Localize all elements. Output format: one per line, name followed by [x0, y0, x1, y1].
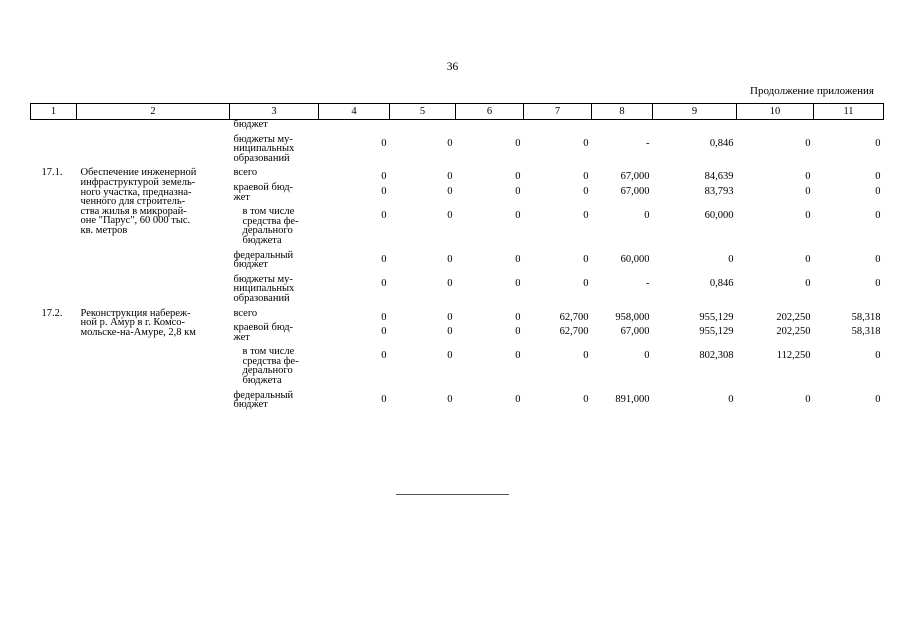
- value-col-6: 0: [515, 171, 521, 183]
- continuation-caption: Продолжение приложения: [750, 85, 874, 97]
- value-col-4: 0: [381, 137, 387, 149]
- value-col-10: 202,250: [776, 311, 811, 323]
- value-col-4: 0: [381, 171, 387, 183]
- value-col-10: 0: [805, 185, 811, 197]
- value-col-6: 0: [515, 185, 521, 197]
- value-col-5: 0: [447, 311, 453, 323]
- value-col-9: 955,129: [699, 311, 734, 323]
- value-col-6: 0: [515, 326, 521, 338]
- end-divider: [396, 494, 509, 495]
- value-col-9: [653, 120, 737, 135]
- value-col-4: 0: [381, 350, 387, 362]
- value-col-10: 0: [805, 277, 811, 289]
- value-col-7: 0: [583, 185, 589, 197]
- table-body: [31, 120, 884, 415]
- value-col-6: 0: [515, 393, 521, 405]
- value-col-10: 0: [805, 393, 811, 405]
- item-name: Обеспечение инженерной инфраструктурой земель- ного участка, предназна- ченного для строитель- ства жилья в микрорай- оне "Парус", 60 000 тыс. кв. метров: [80, 167, 197, 236]
- value-col-7: 0: [583, 253, 589, 265]
- value-col-11: 58,318: [851, 311, 881, 323]
- funding-source: бюджеты му- ниципальных образований: [233, 273, 295, 304]
- value-col-6: 0: [515, 137, 521, 149]
- column-header-5: 5: [390, 104, 456, 120]
- value-col-10: 202,250: [776, 326, 811, 338]
- value-col-9: 83,793: [704, 185, 734, 197]
- value-col-10: 0: [805, 171, 811, 183]
- value-col-6: 0: [515, 311, 521, 323]
- value-col-4: 0: [381, 311, 387, 323]
- table-row: [31, 168, 884, 183]
- value-col-8: 0: [644, 210, 650, 222]
- column-header-9: 9: [653, 104, 737, 120]
- column-header-2: 2: [77, 104, 230, 120]
- funding-source: краевой бюд- жет: [233, 322, 294, 343]
- value-col-5: 0: [447, 277, 453, 289]
- value-col-5: 0: [447, 253, 453, 265]
- value-col-10: 112,250: [776, 350, 811, 362]
- item-number: [31, 120, 77, 135]
- funding-source: федеральный бюджет: [233, 249, 294, 271]
- value-col-10: 0: [805, 210, 811, 222]
- column-header-11: 11: [814, 104, 884, 120]
- table-row: [31, 120, 884, 135]
- column-header-7: 7: [524, 104, 592, 120]
- value-col-7: 0: [583, 210, 589, 222]
- column-header-8: 8: [592, 104, 653, 120]
- item-name: Реконструкция набереж- ной р. Амур в г. Комсо- мольске-на-Амуре, 2,8 км: [80, 307, 196, 338]
- item-number: [31, 135, 77, 169]
- value-col-4: 0: [381, 326, 387, 338]
- funding-source: в том числе средства фе- дерального бюджета: [242, 206, 299, 246]
- value-col-11: 0: [875, 210, 881, 222]
- value-col-5: 0: [447, 210, 453, 222]
- value-col-7: 62,700: [559, 326, 589, 338]
- value-col-8: 891,000: [615, 393, 650, 405]
- value-col-5: 0: [447, 393, 453, 405]
- value-col-7: 0: [583, 137, 589, 149]
- item-name: [77, 135, 230, 169]
- value-col-11: 0: [875, 137, 881, 149]
- value-col-6: 0: [515, 253, 521, 265]
- item-name: [77, 120, 230, 135]
- value-col-6: 0: [515, 350, 521, 362]
- value-col-9: 60,000: [704, 210, 734, 222]
- value-col-7: 0: [583, 277, 589, 289]
- value-col-11: [814, 120, 884, 135]
- value-col-10: 0: [805, 137, 811, 149]
- funding-source: всего: [233, 307, 258, 319]
- funding-source: бюджет: [233, 119, 268, 130]
- item-number: 17.1.: [41, 167, 63, 179]
- value-col-9: 0: [728, 393, 734, 405]
- item-number: 17.2.: [41, 307, 63, 319]
- budget-table: [30, 103, 884, 415]
- funding-source: в том числе средства фе- дерального бюджета: [242, 346, 299, 387]
- value-col-6: 0: [515, 277, 521, 289]
- value-col-11: 58,318: [851, 326, 881, 338]
- column-header-10: 10: [737, 104, 814, 120]
- value-col-8: 67,000: [620, 185, 650, 197]
- value-col-5: 0: [447, 326, 453, 338]
- value-col-8: 67,000: [620, 171, 650, 183]
- funding-source: бюджеты му- ниципальных образований: [233, 133, 295, 164]
- value-col-7: 62,700: [559, 311, 589, 323]
- column-header-3: 3: [230, 104, 319, 120]
- value-col-6: 0: [515, 210, 521, 222]
- value-col-11: 0: [875, 393, 881, 405]
- value-col-4: 0: [381, 253, 387, 265]
- value-col-8: 958,000: [615, 311, 650, 323]
- value-col-5: [390, 120, 456, 135]
- value-col-7: 0: [583, 350, 589, 362]
- value-col-9: 0,846: [709, 277, 734, 289]
- value-col-8: -: [646, 277, 650, 289]
- value-col-6: [456, 120, 524, 135]
- table-row: [31, 309, 884, 324]
- value-col-8: 0: [644, 350, 650, 362]
- value-col-4: 0: [381, 210, 387, 222]
- value-col-8: 67,000: [620, 326, 650, 338]
- value-col-8: -: [646, 137, 650, 149]
- value-col-4: 0: [381, 277, 387, 289]
- value-col-9: 84,639: [704, 171, 734, 183]
- value-col-10: 0: [805, 253, 811, 265]
- value-col-11: 0: [875, 350, 881, 362]
- column-header-1: 1: [31, 104, 77, 120]
- value-col-11: 0: [875, 277, 881, 289]
- value-col-9: 955,129: [699, 326, 734, 338]
- value-col-5: 0: [447, 171, 453, 183]
- page-number: 36: [446, 61, 459, 73]
- value-col-9: 0: [728, 253, 734, 265]
- value-col-8: 60,000: [620, 253, 650, 265]
- value-col-4: 0: [381, 393, 387, 405]
- value-col-7: 0: [583, 171, 589, 183]
- funding-source: краевой бюд- жет: [233, 181, 294, 203]
- value-col-4: [319, 120, 390, 135]
- value-col-9: 0,846: [709, 137, 734, 149]
- value-col-9: 802,308: [699, 350, 734, 362]
- column-header-6: 6: [456, 104, 524, 120]
- value-col-11: 0: [875, 253, 881, 265]
- value-col-7: [524, 120, 592, 135]
- value-col-5: 0: [447, 350, 453, 362]
- value-col-5: 0: [447, 137, 453, 149]
- column-header-4: 4: [319, 104, 390, 120]
- value-col-11: 0: [875, 185, 881, 197]
- value-col-4: 0: [381, 185, 387, 197]
- value-col-11: 0: [875, 171, 881, 183]
- value-col-10: [737, 120, 814, 135]
- value-col-7: 0: [583, 393, 589, 405]
- funding-source: всего: [233, 167, 258, 179]
- table-row: [31, 135, 884, 169]
- value-col-5: 0: [447, 185, 453, 197]
- funding-source: федеральный бюджет: [233, 389, 294, 411]
- value-col-8: [592, 120, 653, 135]
- header-row: [31, 104, 884, 120]
